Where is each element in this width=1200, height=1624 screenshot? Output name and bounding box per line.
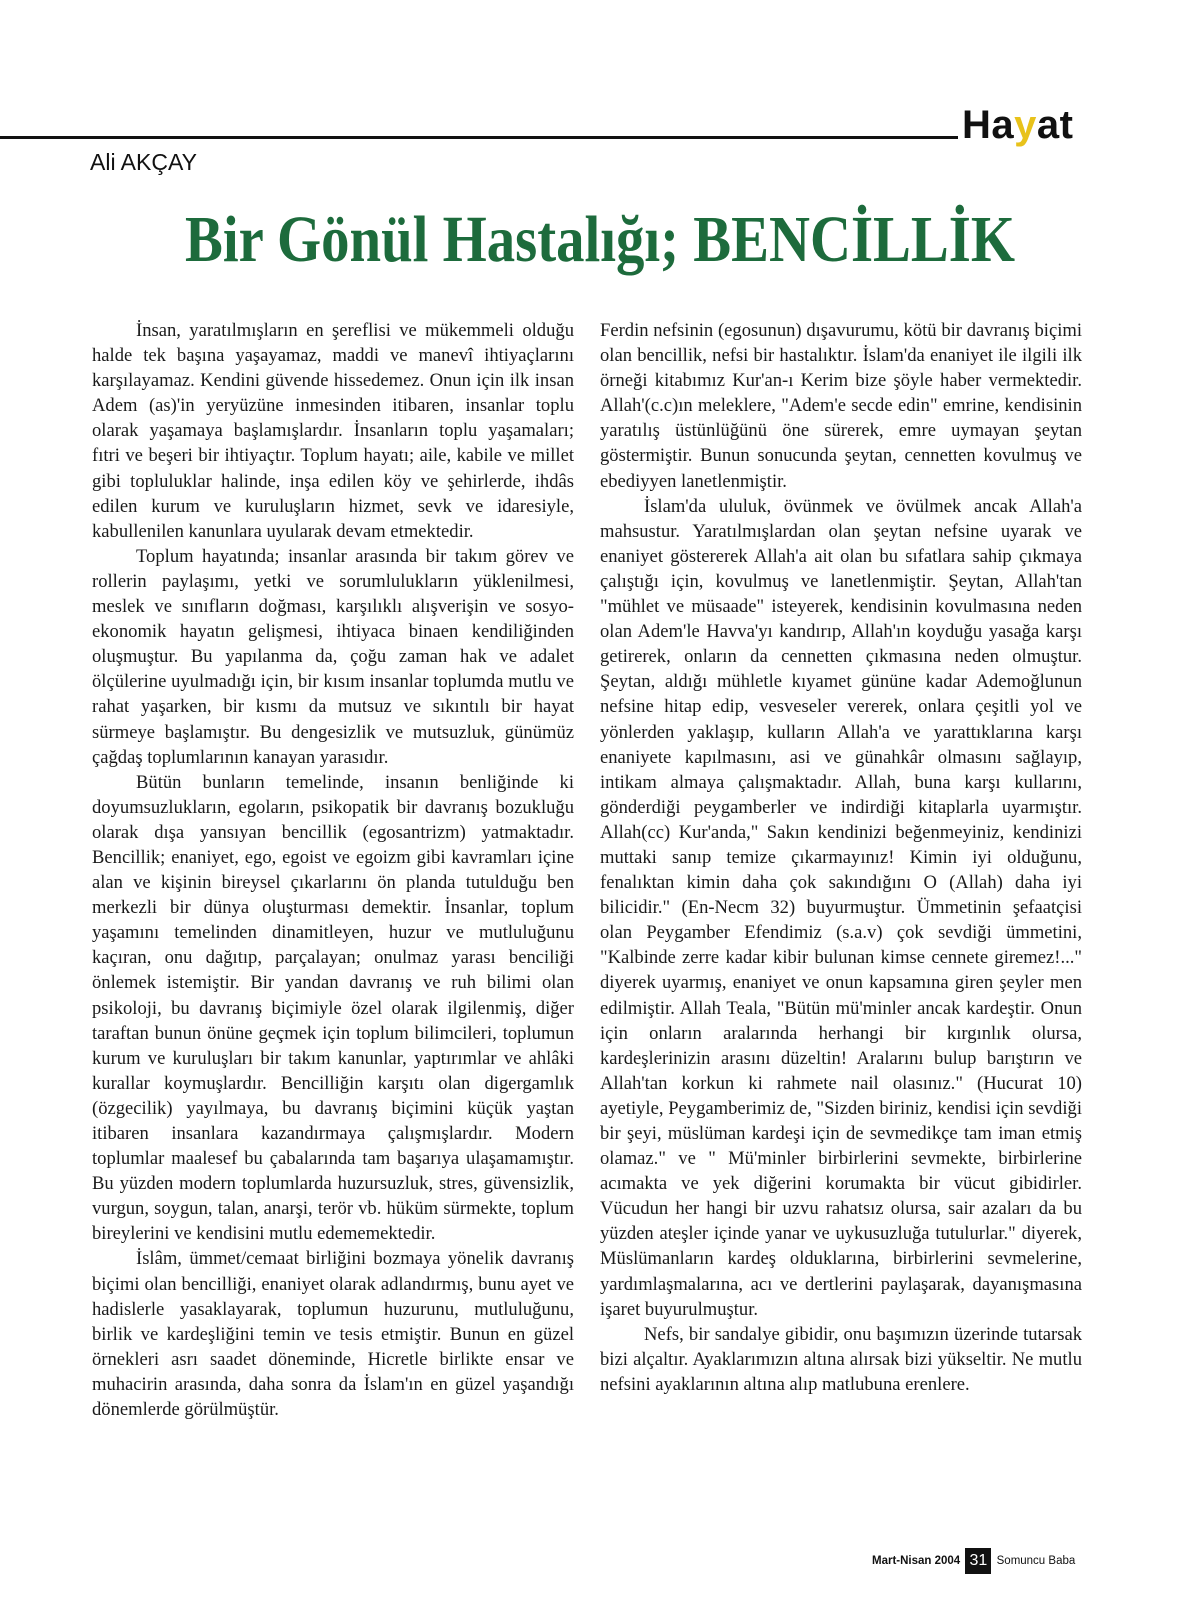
issue-date: Mart-Nisan 2004 <box>872 1555 961 1567</box>
author-name: Ali AKÇAY <box>90 149 197 175</box>
section-label <box>962 100 1082 150</box>
paragraph: İnsan, yaratılmışların en şereflisi ve mükemmeli olduğu halde tek başına yaşayamaz, maddi ve manevî ihtiyaçlarını karşılayamaz. Kendini güvende hissedemez. Onun için ilk insan Adem (as)'in yeryüzüne inmesinden itibaren, insanlar toplu olarak yaşamaya başlamışlardır. İnsanların toplu yaşamaları; fıtri ve beşeri bir ihtiyaçtır. Toplum hayatı; aile, kabile ve millet gibi topluluklar halinde, inşa edilen köy ve şehirlerde, ihdâs edilen kurum ve kuruluşların hizmet, sevk ve idaresiyle, kabullenilen kanunlara uyularak devam etmektedir. <box>92 320 574 542</box>
section-label-accent: y <box>1014 103 1037 147</box>
paragraph: Toplum hayatında; insanlar arasında bir takım görev ve rollerin paylaşımı, yetki ve sorumlulukların yüklenilmesi, meslek ve sınıfların doğması, karşılıklı alışverişin ve sosyo-ekonomik hayatın gelişmesi, ihtiyaca binaen kendiliğinden oluşmuştur. Bu yapılanma da, çoğu zaman hak ve adalet ölçülerine uyulmadığı için, bir kısım insanlar toplumda mutlu ve rahat yaşarken, bir kısmı da mutsuz ve sıkıntılı bir hayat sürmeye başlamıştır. Bu dengesizlik ve mutsuzluk, günümüz çağdaş toplumlarının kanayan yarasıdır. <box>92 545 574 768</box>
paragraph: İslam'da ululuk, övünmek ve övülmek ancak Allah'a mahsustur. Yaratılmışlardan olan şeytan nefsine uyarak ve enaniyet göstererek Allah'a ait olan bu sıfatlara sahip çıkmaya çalıştığı için, kovulmuş ve lanetlenmiştir. Şeytan, Allah'tan "mühlet ve müsaade" isteyerek, kendisinin kovulmasına neden olan Adem'le Havva'yı kandırıp, Allah'ın koyduğu yasağa karşı getirerek, onların da cennetten çıkmasına neden olmuştur. Şeytan, aldığı mühletle kıyamet gününe kadar Ademoğlunun nefsine hitap edip, vesveseler vererek, onlara çeşitli yol ve yönlerden yaklaşıp, kulların Allah'a ve yarattıklarına karşı enaniyete kapılmasını, asi ve günahkâr olmasını sağlayıp, intikam almaya çalışmaktadır. Allah, buna karşı kullarını, gönderdiği peygamberler ve indirdiği kitaplarla uyarmıştır. Allah(cc) Kur'anda," Sakın kendinizi beğenmeyiniz, kendinizi muttaki sanıp temize çıkarmayınız! Kimin iyi olduğunu, fenalıktan kimin daha çok sakındığını O (Allah) daha iyi bilicidir." (En-Necm 32) buyurmuştur. Ümmetinin şefaatçisi olan Peygamber Efendimiz (s.a.v) çok sevdiği ümmetini, "Kalbinde zerre kadar kibir bulunan kimse cennete giremez!..." diyerek uyarmış, enaniyet ve onun kapsamına giren şeyler men edilmiştir. Allah Teala, "Bütün mü'minler ancak kardeştir. Onun için onların aralarında herhangi bir kırgınlık olursa, kardeşlerinizin arasını düzeltin! Aralarını bulup barıştırın ve Allah'tan korkun ki rahmete nail olasınız." (Hucurat 10) ayetiyle, Peygamberimiz de, "Sizden biriniz, kendisi için sevdiği bir şeyi, müslüman kardeşi için de sevmedikçe tam iman etmiş olamaz." ve " Mü'minler birbirlerini sevmekte, birbirlerine acımakta ve yek diğerini korumakta bir vücut gibidirler. Vücudun her hangi bir uzvu rahatsız olursa, sair azaları da bu yüzden ateşler içinde yanar ve uykusuzluğa tutulurlar." diyerek, Müslümanların kardeş olduklarına, birbirlerini sevmelerine, yardımlaşmalarına, acı ve dertlerini paylaşarak, dayanışmasına işaret buyurulmuştur. <box>600 495 1082 1320</box>
paragraph: Ferdin nefsinin (egosunun) dışavurumu, kötü bir davranış biçimi olan bencillik, nefsi bir hastalıktır. İslam'da enaniyet ile ilgili ilk örneği kitabımız Kur'an-ı Kerim bize şöyle haber vermektedir. Allah'(c.c)ın meleklere, "Adem'e secde edin" emrine, kendisinin yaratılış üstünlüğünü öne sürerek, emre uymayan şeytan göstermiştir. Bunun sonucunda şeytan, cennetten kovulmuş ve ebediyyen lanetlenmiştir. <box>600 320 1082 492</box>
article-title: Bir Gönül Hastalığı; BENCİLLİK <box>184 203 1016 276</box>
page-footer <box>872 1546 1112 1576</box>
paragraph: İslâm, ümmet/cemaat birliğini bozmaya yönelik davranış biçimi olan bencilliği, enaniyet olarak adlandırmış, bunu ayet ve hadislerle yasaklayarak, toplumun huzurunu, mutluluğunu, birlik ve kardeşliğini temin ve tesis etmiştir. Bunun en güzel örnekleri asrı saadet döneminde, Hicretle birlikte ensar ve muhacirin arasında, daha sonra da İslam'ın en güzel yaşandığı dönemlerde görülmüştür. <box>92 1248 574 1421</box>
paragraph: Nefs, bir sandalye gibidir, onu başımızın üzerinde tutarsak bizi alçaltır. Ayaklarımızın altına alırsak bizi yükseltir. Ne mutlu nefsini ayaklarının altına alıp matlubuna erenlere. <box>600 1323 1082 1395</box>
section-label-prefix: Ha <box>962 103 1015 147</box>
page-number: 31 <box>965 1548 991 1574</box>
paragraph: Bütün bunların temelinde, insanın benliğinde ki doyumsuzlukların, egoların, psikopatik bir davranış bozukluğu olarak dışa yansıyan bencillik (egosantrizm) yatmaktadır. Bencillik; enaniyet, ego, egoist ve egoizm gibi kavramları içine alan ve kişinin bireysel çıkarlarını ön planda tutulduğu ben merkezli bir dünya oluşturması demektir. İnsanlar, toplum yaşamını temelinden dinamitleyen, huzur ve mutluluğunu kaçıran, onu dağıtıp, parçalayan; onulmaz yarası benciliği önlemek istemiştir. Bir yandan davranış ve ruh bilimi olan psikoloji, bu davranış biçimiyle özel olarak ilgilenmiş, diğer taraftan bunun önüne geçmek için toplum bilimcileri, toplumun kurum ve kuruluşları bir takım kanunlar, yaptırımlar ve ahlâki kurallar koymuşlardır. Bencilliğin karşıtı olan digergamlık (özgecilik) yayılmaya, bu davranış biçimini küçük yaştan itibaren insanlara kazandırmaya çalışmışlardır. Modern toplumlar maalesef bu çabalarında tam başarıya ulaşamamıştır. Bu yüzden modern toplumlarda huzursuzluk, stres, güvensizlik, vurgun, soygun, talan, anarşi, terör vb. hüküm sürmekte, toplum bireylerini ve kendisini mutlu edememektedir. <box>92 771 574 1245</box>
right-column <box>600 318 1082 1397</box>
magazine-name: Somuncu Baba <box>996 1555 1076 1567</box>
section-label-suffix: at <box>1036 103 1074 147</box>
header-rule <box>0 136 958 139</box>
left-column <box>92 318 574 1422</box>
